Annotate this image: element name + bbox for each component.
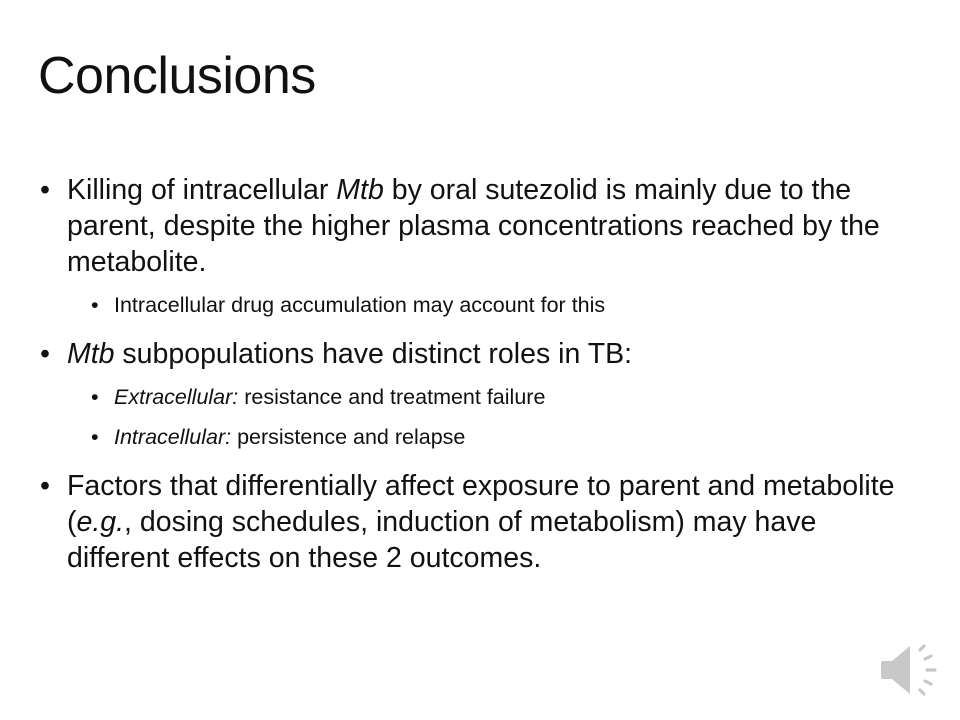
bullet-item — [40, 468, 920, 576]
bullet-text: Mtb subpopulations have distinct roles in TB: — [67, 338, 633, 370]
bullet-list — [40, 172, 920, 576]
sub-bullet-text: Extracellular: resistance and treatment failure — [114, 385, 546, 409]
sub-bullet-item — [40, 424, 920, 450]
speaker-icon[interactable] — [877, 640, 943, 700]
bullet-dot: • — [40, 174, 50, 206]
sub-bullet-item — [40, 384, 920, 410]
bullet-dot: • — [91, 293, 99, 317]
bullet-item — [40, 172, 920, 280]
bullet-dot: • — [40, 470, 50, 502]
bullet-dot: • — [40, 338, 50, 370]
sub-bullet-item — [40, 292, 920, 318]
speaker-body — [881, 646, 910, 694]
sound-wave-lines — [920, 646, 935, 694]
bullet-dot: • — [91, 385, 99, 409]
bullet-dot: • — [91, 425, 99, 449]
bullet-item — [40, 336, 920, 372]
sub-bullet-text: Intracellular: persistence and relapse — [114, 425, 466, 449]
slide-title: Conclusions — [38, 47, 316, 105]
bullet-text: Factors that differentially affect exposure to parent and metabolite (e.g., dosing schedules, induction of metabolism) may have different effects on these 2 outcomes. — [67, 470, 895, 574]
bullet-text: Killing of intracellular Mtb by oral sutezolid is mainly due to the parent, despite the higher plasma concentrations reached by the metabolite. — [67, 174, 880, 278]
sub-bullet-text: Intracellular drug accumulation may account for this — [114, 293, 606, 317]
